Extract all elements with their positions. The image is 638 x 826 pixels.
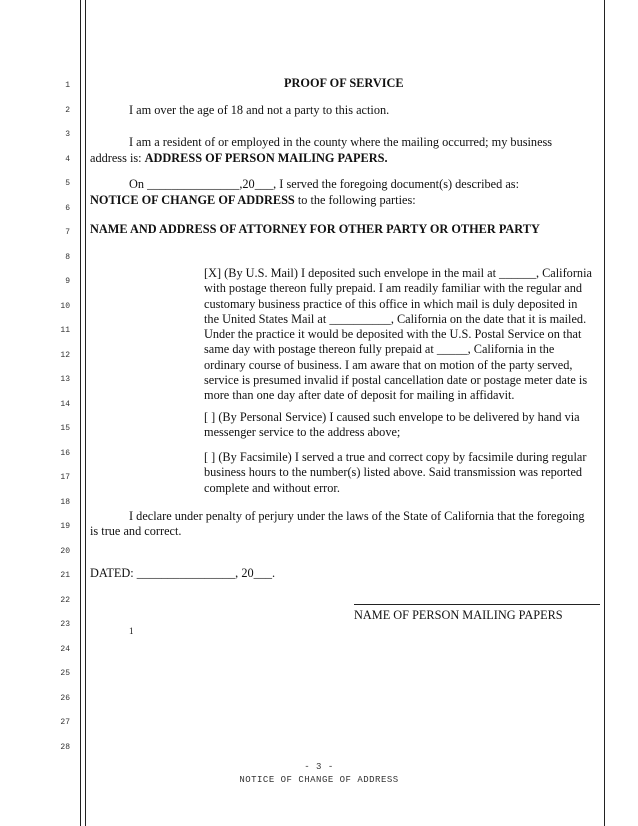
age-statement: I am over the age of 18 and not a party to this action. — [129, 103, 390, 117]
footer-page-number: - 3 - — [304, 762, 334, 772]
line-number: 11 — [60, 326, 70, 335]
mail-service-paragraph: [X] (By U.S. Mail) I deposited such envelope in the mail at ______, California with postage thereon fully prepaid. I am readily familiar with the regular and customary business practice of this office in which mail is duly deposited in the United States Mail at __________, California on the date that it is mailed. Under the practice it would be deposited with the U.S. Postal Service on that same day with postage thereon fully prepaid at _____, California in the ordinary course of business. I am aware that on motion of the party served, service is presumed invalid if postal cancellation date or postage meter date is more than one day after date of deposit for mailing in affidavit. — [204, 266, 592, 403]
line-number: 24 — [60, 645, 70, 654]
line-number: 22 — [60, 596, 70, 605]
address-line — [90, 151, 388, 166]
line-number: 26 — [60, 694, 70, 703]
line-number: 7 — [65, 228, 70, 237]
line-number: 23 — [60, 620, 70, 629]
address-prefix: address is: — [90, 151, 145, 165]
line-number: 1 — [65, 81, 70, 90]
line-number: 2 — [65, 106, 70, 115]
line-number: 14 — [60, 400, 70, 409]
declaration-line-1: I declare under penalty of perjury under the laws of the State of California that the foregoing — [129, 509, 585, 523]
dated-line: DATED: ________________, 20___. — [90, 566, 276, 580]
line-number: 9 — [65, 277, 70, 286]
line-number: 12 — [60, 351, 70, 360]
service-date-statement: On _______________,20___, I served the foregoing document(s) described as: — [129, 177, 519, 191]
declaration-line-2: is true and correct. — [90, 524, 182, 538]
line-number: 19 — [60, 522, 70, 531]
line-number: 20 — [60, 547, 70, 556]
line-number: 15 — [60, 424, 70, 433]
line-number: 21 — [60, 571, 70, 580]
line-number: 25 — [60, 669, 70, 678]
document-name: NOTICE OF CHANGE OF ADDRESS — [90, 193, 295, 207]
footer-document-title: NOTICE OF CHANGE OF ADDRESS — [239, 775, 399, 785]
attorney-heading: NAME AND ADDRESS OF ATTORNEY FOR OTHER PARTY OR OTHER PARTY — [90, 222, 540, 236]
right-margin-rule — [604, 0, 605, 826]
left-margin-rule — [80, 0, 81, 826]
facsimile-service-paragraph: [ ] (By Facsimile) I served a true and correct copy by facsimile during regular business hours to the number(s) listed above. Said transmission was reported complete and without error. — [204, 450, 587, 495]
address-placeholder: ADDRESS OF PERSON MAILING PAPERS. — [144, 151, 388, 165]
personal-service-paragraph: [ ] (By Personal Service) I caused such envelope to be delivered by hand via messenger service to the address above; — [204, 410, 580, 440]
line-number: 27 — [60, 718, 70, 727]
footnote-mark: 1 — [129, 626, 134, 636]
signer-name: NAME OF PERSON MAILING PAPERS — [354, 608, 563, 622]
signature-line — [354, 604, 600, 605]
left-margin-rule-inner — [85, 0, 86, 826]
line-number: 13 — [60, 375, 70, 384]
line-number: 16 — [60, 449, 70, 458]
line-number: 10 — [60, 302, 70, 311]
residence-statement: I am a resident of or employed in the county where the mailing occurred; my business — [129, 135, 553, 149]
document-described-line — [90, 193, 416, 208]
line-number: 28 — [60, 743, 70, 752]
document-title: PROOF OF SERVICE — [284, 76, 404, 90]
line-number: 3 — [65, 130, 70, 139]
line-number: 6 — [65, 204, 70, 213]
line-number: 4 — [65, 155, 70, 164]
line-number: 8 — [65, 253, 70, 262]
line-number: 5 — [65, 179, 70, 188]
line-number: 17 — [60, 473, 70, 482]
parties-text: to the following parties: — [294, 193, 416, 207]
line-number: 18 — [60, 498, 70, 507]
